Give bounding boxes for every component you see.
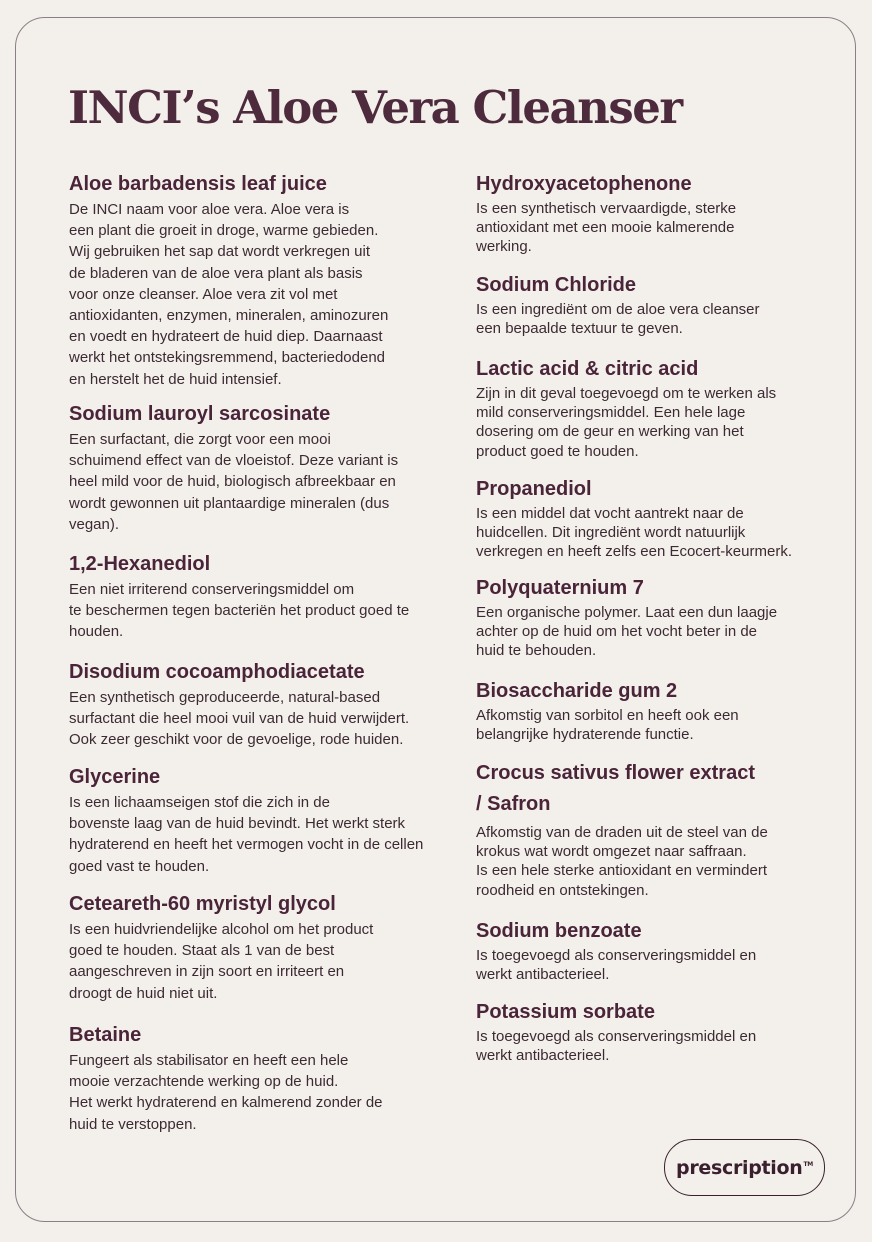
ingredient-description: Is een huidvriendelijke alcohol om het product goed te houden. Staat als 1 van de best aangeschreven in zijn soort en irriteert en droogt de huid niet uit. — [69, 921, 374, 1002]
ingredient-description: De INCI naam voor aloe vera. Aloe vera is een plant die groeit in droge, warme gebieden. Wij gebruiken het sap dat wordt verkregen uit de bladeren van de aloe vera plant als basis voor onze cleanser. Aloe vera zit vol met antioxidanten, enzymen, mineralen, aminozuren en voedt en hydrateert de huid diep. Daarnaast werkt het ontstekingsremmend, bacteriedodend en herstelt het de huid intensief. — [69, 201, 389, 388]
ingredient-polyquaternium-7 — [476, 576, 821, 661]
ingredient-hexanediol — [69, 552, 459, 643]
ingredient-description: Is een middel dat vocht aantrekt naar de huidcellen. Dit ingrediënt wordt natuurlijk verkregen en heeft zelfs een Ecocert-keurmerk. — [476, 505, 792, 561]
ingredient-heading: Glycerine — [69, 766, 161, 788]
ingredient-description: Is een synthetisch vervaardigde, sterke antioxidant met een mooie kalmerende werking. — [476, 200, 737, 256]
brand-logo — [664, 1139, 825, 1196]
ingredient-description: Een surfactant, die zorgt voor een mooi schuimend effect van de vloeistof. Deze variant is heel mild voor de huid, biologisch afbreekbaar en wordt gewonnen uit plantaardige mineralen (dus vegan). — [69, 431, 399, 533]
ingredient-sodium-chloride — [476, 273, 821, 338]
ingredient-heading: Sodium Chloride — [476, 274, 636, 296]
ingredient-ceteareth-60 — [69, 892, 459, 1004]
ingredient-description: Een organische polymer. Laat een dun laagje achter op de huid om het vocht beter in de huid te behouden. — [476, 604, 778, 660]
ingredient-description: Is een ingrediënt om de aloe vera cleanser een bepaalde textuur te geven. — [476, 301, 760, 338]
ingredient-heading: Disodium cocoamphodiacetate — [69, 661, 365, 683]
ingredient-description: Is toegevoegd als conserveringsmiddel en werkt antibacterieel. — [476, 1028, 757, 1065]
ingredient-disodium-cocoamphodiacetate — [69, 660, 459, 751]
ingredient-sodium-benzoate — [476, 919, 821, 984]
ingredient-heading: Crocus sativus flower extract / Safron — [476, 762, 755, 815]
ingredient-potassium-sorbate — [476, 1000, 821, 1065]
ingredient-heading: Aloe barbadensis leaf juice — [69, 173, 327, 195]
ingredient-heading: Propanediol — [476, 478, 592, 500]
ingredient-aloe-barbadensis — [69, 172, 459, 390]
ingredient-description: Afkomstig van de draden uit de steel van de krokus wat wordt omgezet naar saffraan. Is een hele sterke antioxidant en vermindert roodheid en ontstekingen. — [476, 824, 768, 899]
ingredient-sodium-lauroyl-sarcosinate — [69, 402, 459, 535]
ingredient-heading: Sodium benzoate — [476, 920, 642, 942]
ingredient-heading: 1,2-Hexanediol — [69, 553, 211, 575]
page-title: INCI’s Aloe Vera Cleanser — [68, 81, 682, 134]
ingredient-heading: Biosaccharide gum 2 — [476, 680, 678, 702]
ingredient-description: Fungeert als stabilisator en heeft een hele mooie verzachtende werking op de huid. Het werkt hydraterend en kalmerend zonder de huid te verstoppen. — [69, 1052, 383, 1133]
ingredient-description: Is een lichaamseigen stof die zich in de bovenste laag van de huid bevindt. Het werkt sterk hydraterend en heeft het vermogen vocht in de cellen goed vast te houden. — [69, 794, 424, 875]
ingredient-description: Afkomstig van sorbitol en heeft ook een belangrijke hydraterende functie. — [476, 707, 739, 744]
ingredient-description: Een synthetisch geproduceerde, natural-based surfactant die heel mooi vuil van de huid verwijdert. Ook zeer geschikt voor de gevoelige, rode huiden. — [69, 689, 410, 749]
ingredient-heading: Hydroxyacetophenone — [476, 173, 692, 195]
ingredient-glycerine — [69, 765, 459, 877]
ingredient-hydroxyacetophenone — [476, 172, 821, 257]
ingredient-description: Een niet irriterend conserveringsmiddel om te beschermen tegen bacteriën het product goed te houden. — [69, 581, 410, 641]
ingredient-heading: Betaine — [69, 1024, 142, 1046]
ingredient-crocus-sativus — [476, 758, 821, 900]
ingredient-heading: Ceteareth-60 myristyl glycol — [69, 893, 336, 915]
ingredient-biosaccharide-gum-2 — [476, 679, 821, 744]
ingredient-propanediol — [476, 477, 821, 562]
ingredient-heading: Polyquaternium 7 — [476, 577, 644, 599]
ingredient-heading: Sodium lauroyl sarcosinate — [69, 403, 331, 425]
ingredient-lactic-citric-acid — [476, 357, 821, 461]
ingredient-description: Zijn in dit geval toegevoegd om te werken als mild conserveringsmiddel. Een hele lage dosering om de geur en werking van het product goed te houden. — [476, 385, 777, 460]
ingredient-description: Is toegevoegd als conserveringsmiddel en werkt antibacterieel. — [476, 947, 757, 984]
ingredient-heading: Lactic acid & citric acid — [476, 358, 699, 380]
ingredient-betaine — [69, 1023, 459, 1135]
ingredient-heading: Potassium sorbate — [476, 1001, 655, 1023]
brand-logo-text: prescription™ — [676, 1156, 813, 1179]
